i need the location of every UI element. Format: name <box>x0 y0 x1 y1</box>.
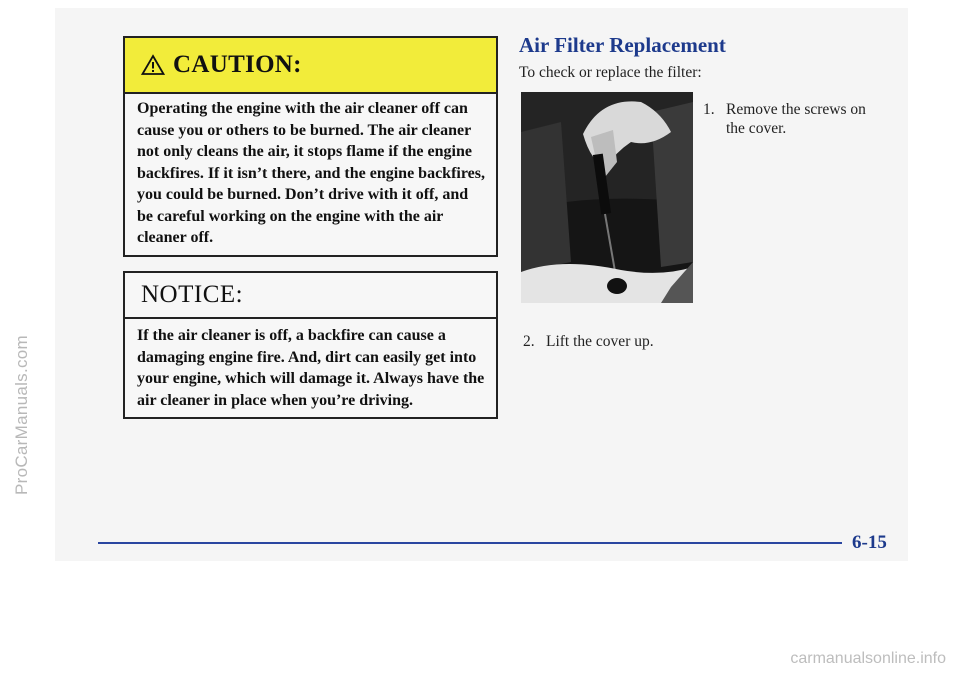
step-2 <box>523 332 723 351</box>
notice-box <box>123 271 498 419</box>
air-filter-cover-photo <box>521 92 693 303</box>
step-text: Remove the screws on the cover. <box>726 101 866 137</box>
notice-title: NOTICE: <box>141 281 244 308</box>
footer-rule <box>98 542 842 544</box>
caution-text: Operating the engine with the air cleaner off can cause you or others to be burned. The air cleaner not only cleans the air, it stops flame if the engine backfires. If it isn’t there, and the engine backfires, you could be burned. Don’t drive with it off, and be careful working on the engine with the air cleaner off. <box>137 100 485 246</box>
section-heading: Air Filter Replacement <box>519 33 726 57</box>
bottom-watermark: carmanualsonline.info <box>790 650 946 667</box>
caution-box <box>123 36 498 257</box>
notice-header <box>125 273 496 319</box>
notice-text: If the air cleaner is off, a backfire can cause a damaging engine fire. And, dirt can easily get into your engine, which will damage it. Always have the air cleaner in place when you’re driving. <box>137 327 485 409</box>
step-number: 1. <box>703 101 715 118</box>
intro-text: To check or replace the filter: <box>519 64 702 81</box>
caution-header <box>125 38 496 94</box>
side-watermark: ProCarManuals.com <box>12 334 31 496</box>
step-text: Lift the cover up. <box>546 333 654 350</box>
caution-title: CAUTION: <box>173 51 302 78</box>
warning-triangle-icon <box>141 54 165 76</box>
step-number: 2. <box>523 333 535 350</box>
page-number: 6-15 <box>852 532 887 553</box>
step-1 <box>703 100 883 138</box>
